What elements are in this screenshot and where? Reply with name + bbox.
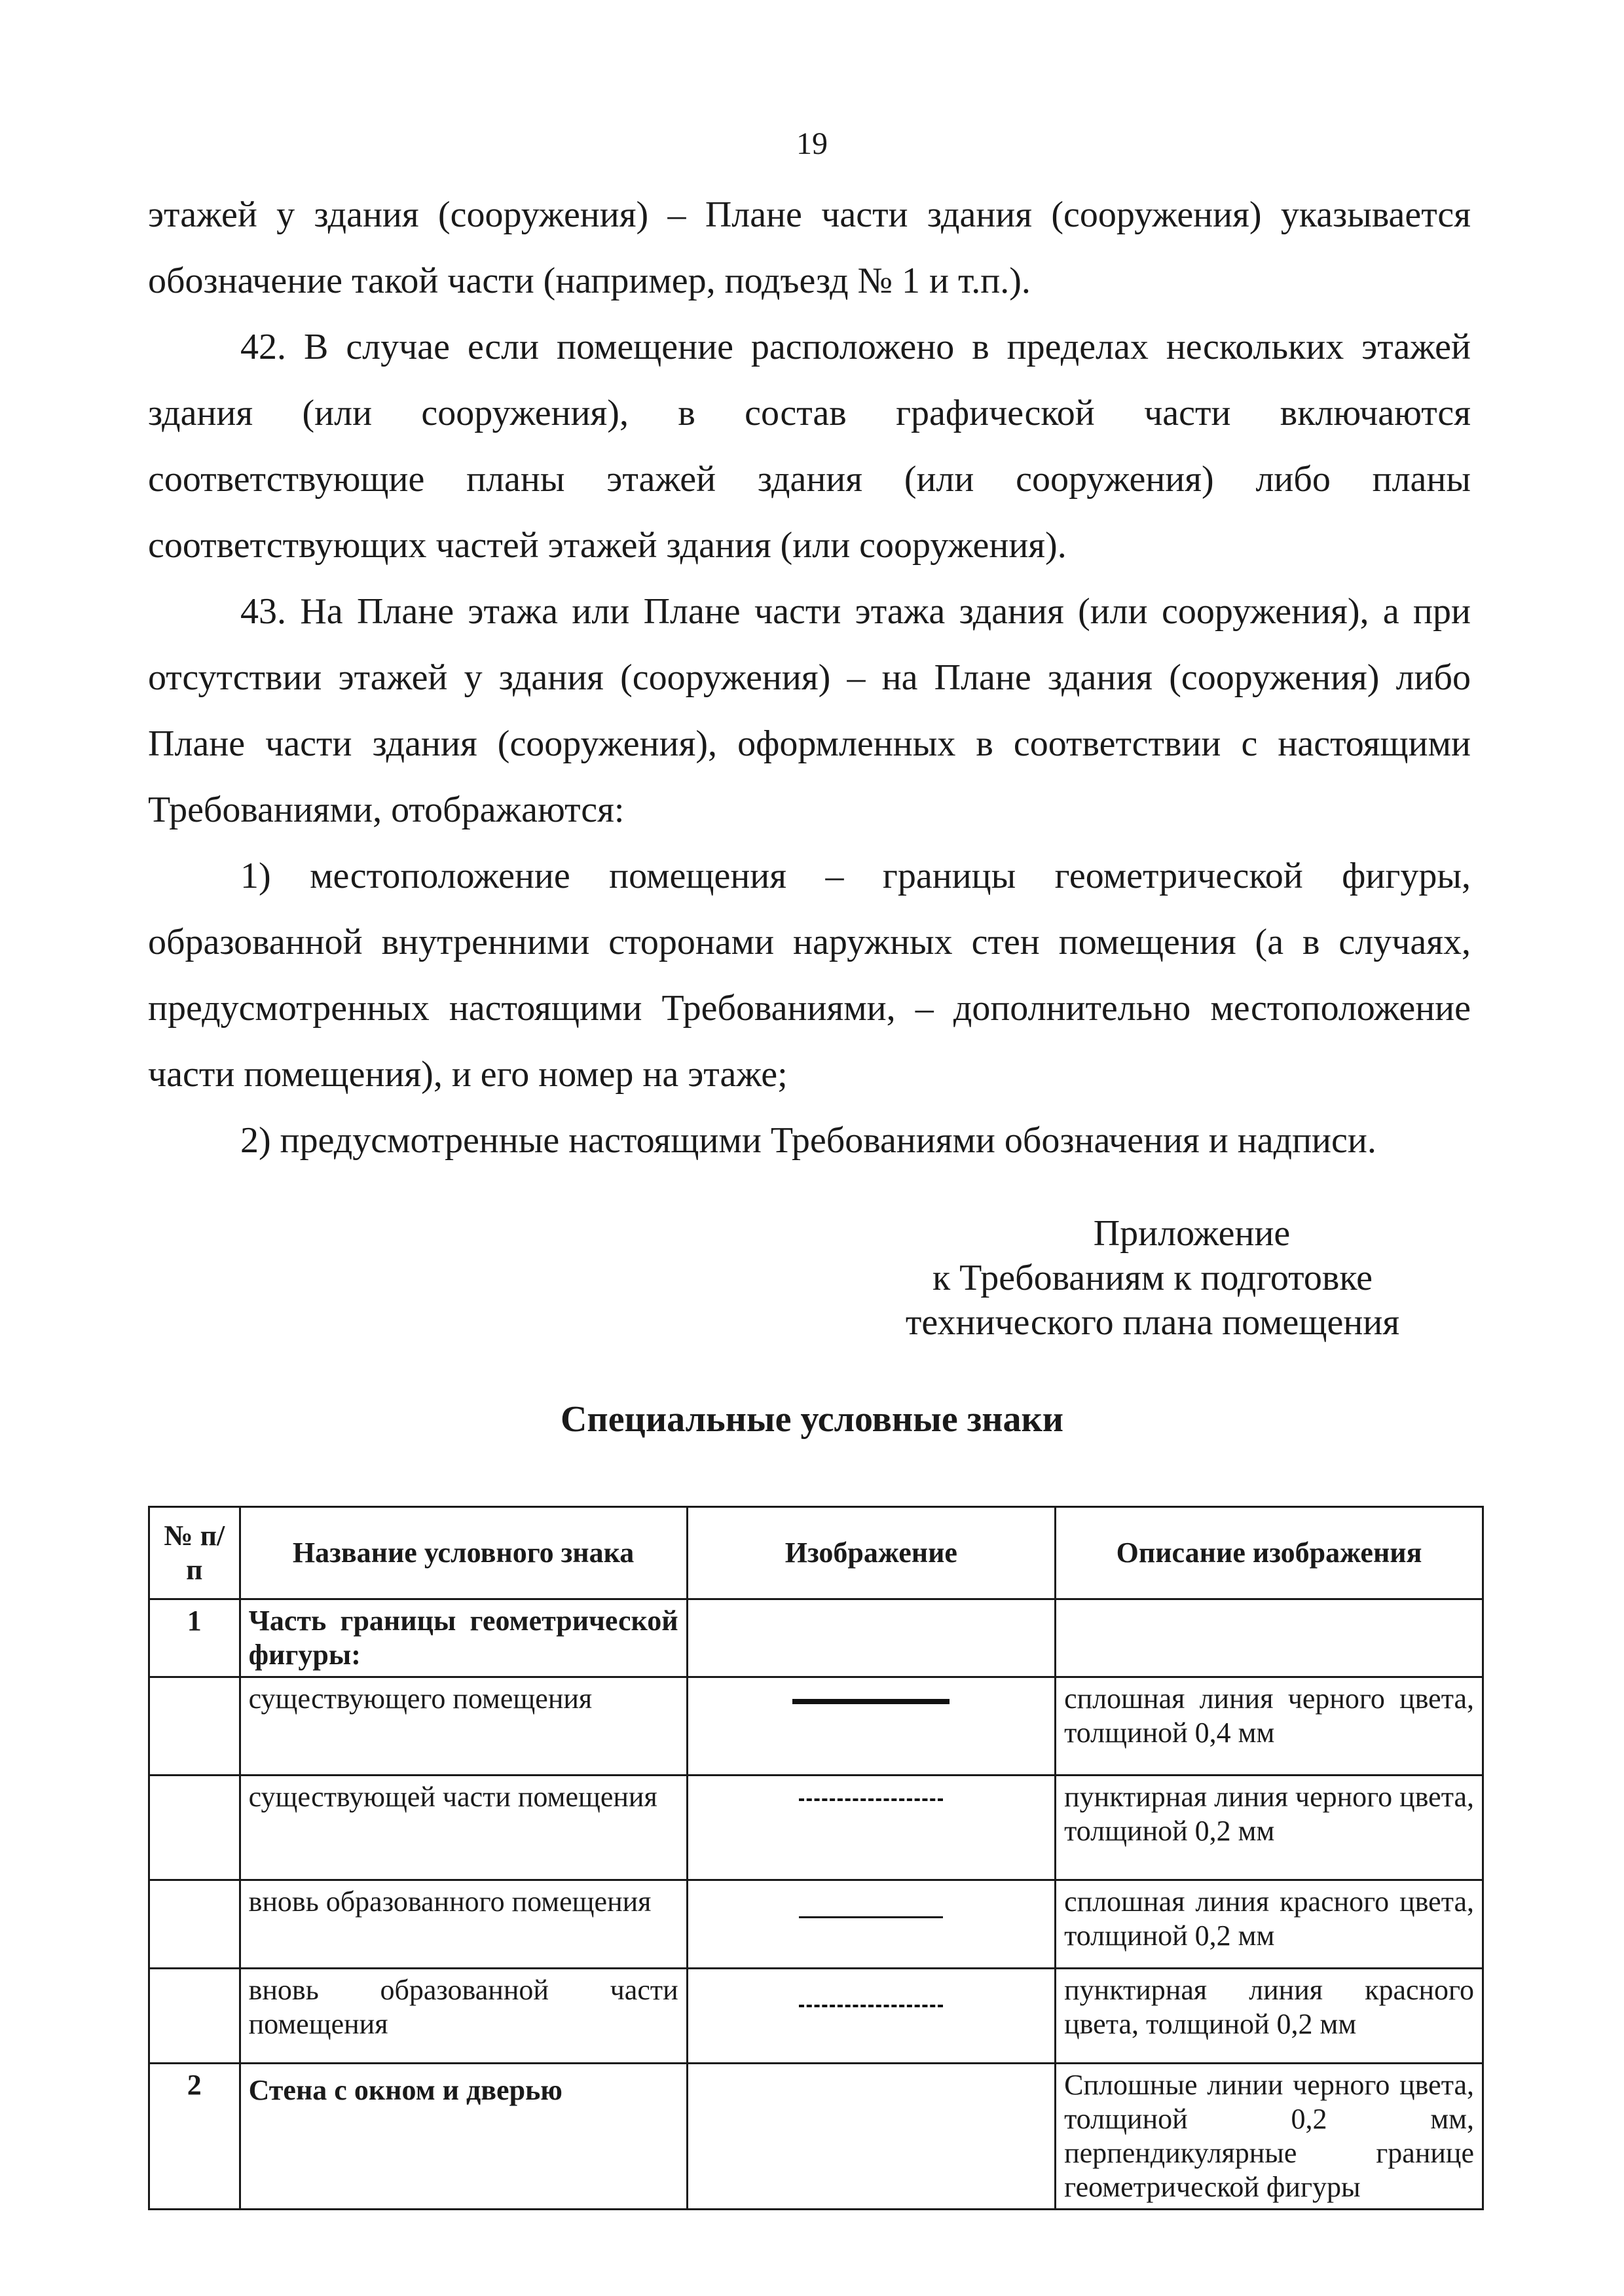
- table-row: [149, 2064, 1483, 2210]
- table-heading: Специальные условные знаки: [560, 1399, 1063, 1440]
- appendix-reference: [851, 1211, 1454, 1345]
- header-image: Изображение: [687, 1507, 1055, 1599]
- paragraph-continuation: этажей у здания (сооружения) – Плане части здания (сооружения) указывается обозначение такой части (например, подъезд № 1 и т.п.).: [148, 194, 1471, 301]
- table-row: [149, 1969, 1483, 2064]
- table-row: [149, 1599, 1483, 1677]
- header-num: № п/п: [149, 1507, 240, 1599]
- row-description: сплошная линия красного цвета, толщиной 0,2 мм: [1056, 1880, 1483, 1969]
- row-name: Стена с окном и дверью: [240, 2064, 687, 2210]
- paragraph-43-item-2: 2) предусмотренные настоящими Требованиями обозначения и надписи.: [240, 1120, 1376, 1161]
- paragraph-43: 43. На Плане этажа или Плане части этажа здания (или сооружения), а при отсутствии этажей у здания (сооружения) – на Плане здания (сооружения) либо Плане части здания (сооружения), оформленных в соответствии с настоящими Требованиями, отображаются:: [148, 591, 1471, 830]
- row-num: [149, 1776, 240, 1880]
- row-description: [1056, 1599, 1483, 1677]
- row-num: [149, 1677, 240, 1776]
- table-row: [149, 1677, 1483, 1776]
- row-image: [687, 1776, 1055, 1880]
- row-description: сплошная линия черного цвета, толщиной 0,4 мм: [1056, 1677, 1483, 1776]
- appendix-line-2: к Требованиям к подготовке: [932, 1258, 1373, 1298]
- row-image: [687, 2064, 1055, 2210]
- row-image: [687, 1880, 1055, 1969]
- row-num: 1: [149, 1599, 240, 1677]
- row-image: [687, 1677, 1055, 1776]
- table-row: [149, 1880, 1483, 1969]
- row-name: существующей части помещения: [240, 1776, 687, 1880]
- row-name: вновь образованного помещения: [240, 1880, 687, 1969]
- row-description: Сплошные линии черного цвета, толщиной 0,2 мм, перпендикулярные границе геометрической фигуры: [1056, 2064, 1483, 2210]
- dashed-red-line-sample: [799, 2005, 943, 2007]
- row-description: пунктирная линия красного цвета, толщиной 0,2 мм: [1056, 1969, 1483, 2064]
- paragraph-42: 42. В случае если помещение расположено в пределах нескольких этажей здания (или сооружения), в состав графической части включаются соответствующие планы этажей здания (или сооружения) либо планы соответствующих частей этажей здания (или сооружения).: [148, 327, 1471, 566]
- solid-red-line-sample: [799, 1916, 943, 1918]
- header-name: Название условного знака: [240, 1507, 687, 1599]
- row-image: [687, 1969, 1055, 2064]
- symbols-table: [148, 1506, 1484, 2210]
- row-num: 2: [149, 2064, 240, 2210]
- table-header-row: [149, 1507, 1483, 1599]
- body-text: [148, 182, 1471, 1174]
- row-description: пунктирная линия черного цвета, толщиной 0,2 мм: [1056, 1776, 1483, 1880]
- row-num: [149, 1969, 240, 2064]
- dashed-black-line-sample: [799, 1798, 943, 1801]
- header-description: Описание изображения: [1056, 1507, 1483, 1599]
- paragraph-43-item-1: 1) местоположение помещения – границы геометрической фигуры, образованной внутренними сторонами наружных стен помещения (а в случаях, предусмотренных настоящими Требованиями, – дополнительно местоположение части помещения), и его номер на этаже;: [148, 856, 1471, 1095]
- appendix-title: Приложение: [1093, 1213, 1291, 1254]
- row-name: существующего помещения: [240, 1677, 687, 1776]
- row-name: Часть границы геометрической фигуры:: [240, 1599, 687, 1677]
- page-number: 19: [796, 126, 828, 161]
- table-row: [149, 1776, 1483, 1880]
- row-name: вновь образованной части помещения: [240, 1969, 687, 2064]
- row-num: [149, 1880, 240, 1969]
- solid-black-thick-line-sample: [792, 1699, 950, 1704]
- appendix-line-3: технического плана помещения: [905, 1302, 1400, 1343]
- row-image: [687, 1599, 1055, 1677]
